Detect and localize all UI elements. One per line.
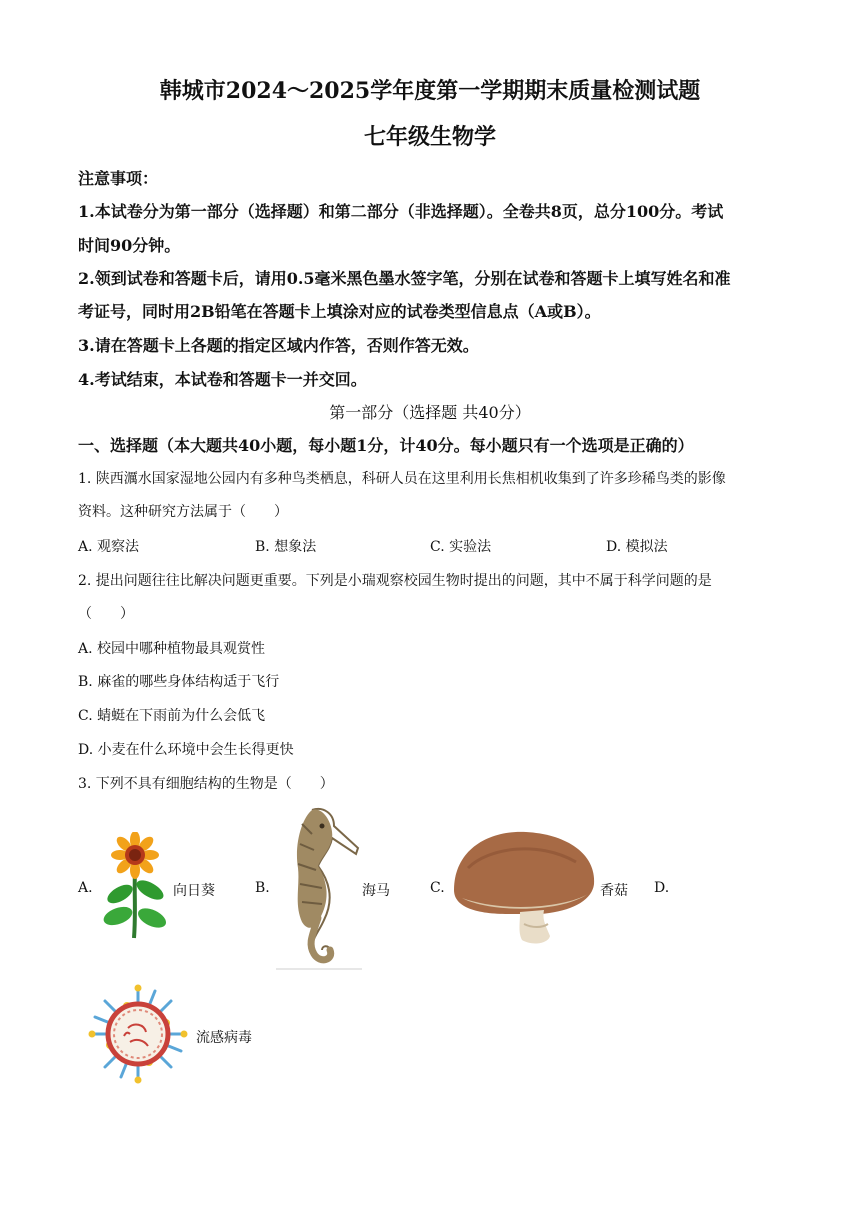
question-3-option-a-letter: A. (78, 880, 93, 896)
influenza-virus-image (86, 982, 190, 1086)
notice-item-4: 4.考试结束，本试卷和答题卡一并交回。 (78, 370, 367, 389)
question-3-option-a-name: 向日葵 (173, 883, 215, 899)
question-2-line-2: （ ） (78, 606, 134, 622)
question-3-option-c-name: 香菇 (600, 883, 628, 899)
notice-item-3: 3.请在答题卡上各题的指定区域内作答，否则作答无效。 (78, 336, 479, 355)
notice-item-2-line-2: 考证号，同时用2B铅笔在答题卡上填涂对应的试卷类型信息点（A或B）。 (78, 302, 601, 321)
question-1-option-b: B. 想象法 (255, 539, 317, 555)
question-1-option-c: C. 实验法 (430, 539, 492, 555)
question-3-option-d-letter: D. (654, 880, 670, 896)
exam-subtitle: 七年级生物学 (363, 124, 496, 150)
question-1-line-1: 1. 陕西濿水国家湿地公园内有多种鸟类栖息，科研人员在这里利用长焦相机收集到了许多珍稀鸟类的影像 (78, 471, 726, 487)
question-3-stem: 3. 下列不具有细胞结构的生物是（ ） (78, 776, 334, 792)
question-2-option-c: C. 蜻蜓在下雨前为什么会低飞 (78, 708, 266, 724)
question-3-option-b-letter: B. (255, 880, 270, 896)
section-1-heading: 一、选择题（本大题共40小题，每小题1分，计40分。每小题只有一个选项是正确的） (78, 436, 694, 455)
notice-item-1-line-2: 时间90分钟。 (78, 236, 181, 255)
question-1-line-2: 资料。这种研究方法属于（ ） (78, 504, 288, 520)
mushroom-image (448, 828, 598, 946)
notice-item-2-line-1: 2.领到试卷和答题卡后，请用0.5毫米黑色墨水签字笔，分别在试卷和答题卡上填写姓名和准 (78, 269, 731, 288)
question-3-option-d-name: 流感病毒 (196, 1030, 252, 1046)
exam-title: 韩城市2024～2025学年度第一学期期末质量检测试题 (159, 78, 701, 104)
question-2-option-d: D. 小麦在什么环境中会生长得更快 (78, 742, 294, 758)
notice-item-1-line-1: 1.本试卷分为第一部分（选择题）和第二部分（非选择题）。全卷共8页，总分100分。考试 (78, 202, 724, 221)
question-2-option-a: A. 校园中哪种植物最具观赏性 (78, 641, 266, 657)
question-2-line-1: 2. 提出问题往往比解决问题更重要。下列是小瑞观察校园生物时提出的问题，其中不属于科学问题的是 (78, 573, 712, 589)
sunflower-image (100, 832, 170, 940)
question-3-option-c-letter: C. (430, 880, 445, 896)
question-3-option-b-name: 海马 (362, 883, 390, 899)
question-1-option-a: A. 观察法 (78, 539, 140, 555)
notice-heading: 注意事项： (78, 169, 159, 188)
question-1-option-d: D. 模拟法 (606, 539, 668, 555)
part-1-title: 第一部分（选择题 共40分） (329, 403, 531, 422)
question-2-option-b: B. 麻雀的哪些身体结构适于飞行 (78, 674, 280, 690)
seahorse-image (272, 804, 364, 970)
